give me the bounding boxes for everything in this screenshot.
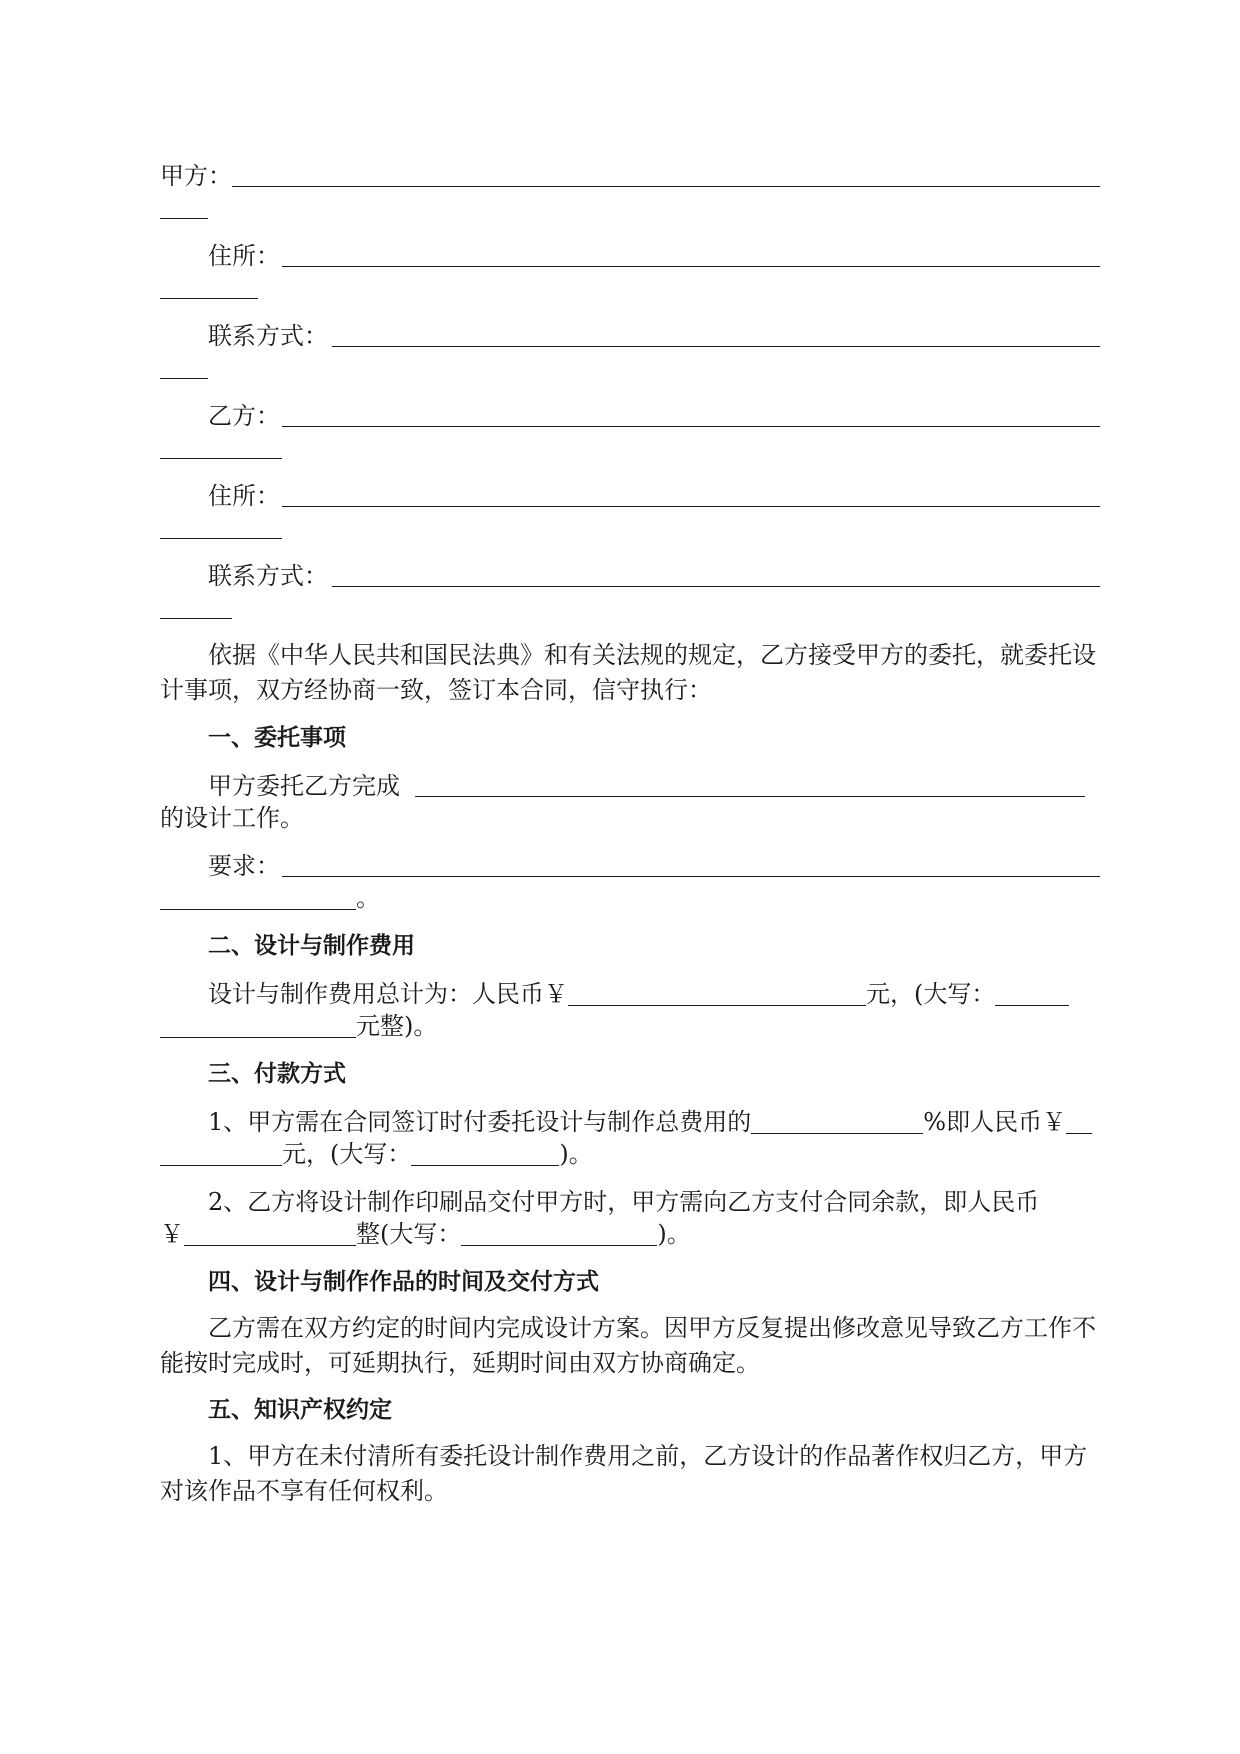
party-b-line: [160, 400, 1148, 432]
section-2-title: 二、设计与制作费用: [208, 933, 415, 959]
fee-line-cont: [160, 1010, 1100, 1042]
fee-mid: 元，(大写：: [866, 980, 996, 1008]
payment-2-words-blank: [461, 1219, 657, 1246]
party-b-contact-blank-cont: [160, 618, 232, 619]
requirement-label: 要求：: [208, 852, 280, 880]
fee-prefix: 设计与制作费用总计为：人民币￥: [208, 980, 568, 1008]
payment-1-line-cont: [160, 1138, 1100, 1170]
section-3-title: 三、付款方式: [208, 1061, 346, 1087]
party-b-contact-line: [160, 560, 1148, 592]
task-line: [160, 770, 1148, 802]
party-a-address-label: 住所：: [208, 242, 280, 270]
payment-2-line: [160, 1186, 1148, 1218]
payment-2-amount-blank: [184, 1219, 356, 1246]
party-a-contact-line: [160, 320, 1148, 352]
party-a-blank-cont: [160, 218, 208, 219]
party-b-address-line: [160, 480, 1148, 512]
fee-amount-blank: [568, 979, 866, 1006]
fee-end: 元整)。: [356, 1012, 438, 1040]
party-a-address-line: [160, 240, 1148, 272]
section-5-paragraph: 1、甲方在未付清所有委托设计制作费用之前，乙方设计的作品著作权归乙方，甲方对该作品不享有任何权利。: [160, 1442, 1088, 1505]
requirement-blank: [282, 876, 1100, 877]
payment-1-mid: %即人民币￥: [923, 1108, 1067, 1136]
section-1-title: 一、委托事项: [208, 725, 346, 751]
fee-words-blank: [995, 979, 1069, 1006]
party-b-address-label: 住所：: [208, 482, 280, 510]
party-b-blank: [282, 426, 1100, 427]
party-b-blank-cont: [160, 458, 282, 459]
party-b-contact-label: 联系方式：: [208, 562, 328, 590]
payment-1-prefix: 1、甲方需在合同签订时付委托设计与制作总费用的: [208, 1108, 752, 1136]
fee-line: [160, 978, 1148, 1010]
section-4-title: 四、设计与制作作品的时间及交付方式: [208, 1269, 599, 1295]
payment-1-amount-blank-cont: [160, 1139, 282, 1166]
payment-1-line: [160, 1106, 1148, 1138]
intro-paragraph: 依据《中华人民共和国民法典》和有关法规的规定，乙方接受甲方的委托，就委托设计事项，双方经协商一致，签订本合同，信守执行：: [160, 641, 1096, 704]
requirement-line: [160, 850, 1148, 882]
party-a-label: 甲方：: [160, 162, 232, 190]
party-a-address-blank: [282, 266, 1100, 267]
task-blank: [415, 796, 1085, 797]
party-a-contact-blank-cont: [160, 378, 208, 379]
section-4-paragraph: 乙方需在双方约定的时间内完成设计方案。因甲方反复提出修改意见导致乙方工作不能按时完成时，可延期执行，延期时间由双方协商确定。: [160, 1314, 1096, 1377]
party-b-contact-blank: [332, 586, 1100, 587]
payment-2-yen: ￥: [160, 1220, 184, 1248]
section-5-title: 五、知识产权约定: [208, 1397, 392, 1423]
payment-2-end: )。: [657, 1220, 691, 1248]
fee-words-blank-cont: [160, 1011, 356, 1038]
payment-2-text: 2、乙方将设计制作印刷品交付甲方时，甲方需向乙方支付合同余款，即人民币: [208, 1188, 1040, 1216]
payment-2-line-cont: [160, 1218, 1100, 1250]
payment-1-end: )。: [559, 1140, 593, 1168]
party-a-line: [160, 160, 1100, 192]
party-a-address-blank-cont: [160, 298, 258, 299]
payment-1-yuan: 元，(大写：: [282, 1140, 412, 1168]
task-prefix: 甲方委托乙方完成: [208, 772, 400, 800]
party-b-label: 乙方：: [208, 402, 280, 430]
party-a-contact-blank: [332, 346, 1100, 347]
party-b-address-blank-cont: [160, 538, 282, 539]
party-a-blank: [232, 186, 1100, 187]
party-a-contact-label: 联系方式：: [208, 322, 328, 350]
party-b-address-blank: [282, 506, 1100, 507]
requirement-blank-cont: [160, 883, 356, 910]
payment-percent-blank: [751, 1107, 923, 1134]
contract-page: [160, 0, 1100, 1754]
requirement-line-cont: [160, 882, 1100, 914]
task-suffix: 的设计工作。: [160, 804, 304, 832]
payment-1-amount-blank: [1066, 1107, 1092, 1134]
payment-2-mid: 整(大写：: [356, 1220, 462, 1248]
requirement-end: 。: [356, 884, 380, 912]
payment-1-words-blank: [411, 1139, 559, 1166]
